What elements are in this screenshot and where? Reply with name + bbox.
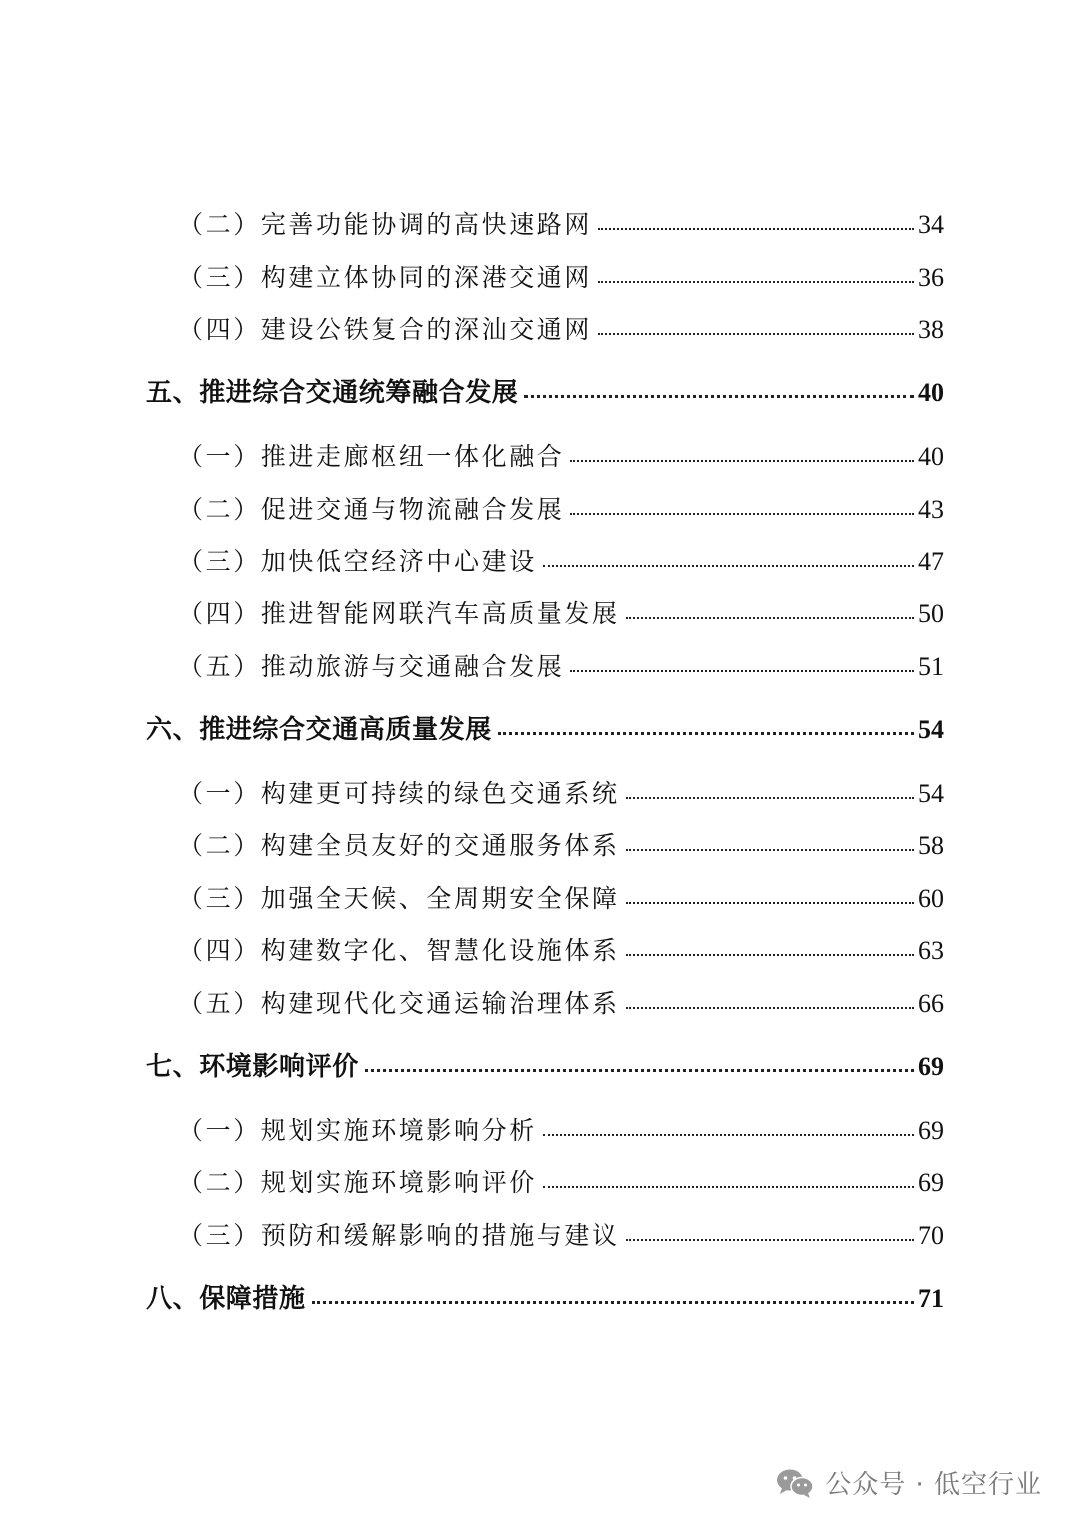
- toc-entry-title: （一）规划实施环境影响分析: [178, 1116, 537, 1145]
- toc-entry-page: 70: [918, 1221, 944, 1250]
- toc-chapter-page: 71: [918, 1284, 944, 1313]
- dot-leader: [312, 1301, 914, 1304]
- toc-chapter-title: 八、保障措施: [146, 1284, 306, 1314]
- dot-leader: [626, 797, 914, 799]
- toc-entry-title: （二）规划实施环境影响评价: [178, 1168, 537, 1197]
- toc-entry-page: 40: [918, 442, 944, 471]
- toc-entry: [178, 1163, 944, 1199]
- toc-chapter-title: 六、推进综合交通高质量发展: [146, 715, 492, 745]
- toc-entry-page: 63: [918, 936, 944, 965]
- toc-entry: [178, 931, 944, 967]
- toc-entry-page: 38: [918, 315, 944, 344]
- dot-leader: [598, 333, 914, 335]
- toc-entry: [178, 310, 944, 346]
- toc-entry: [178, 826, 944, 862]
- toc-entry-page: 47: [918, 547, 944, 576]
- toc-entry-title: （三）构建立体协同的深港交通网: [178, 263, 593, 292]
- dot-leader: [498, 732, 914, 735]
- toc-entry-title: （二）促进交通与物流融合发展: [178, 495, 565, 524]
- toc-entry: [178, 879, 944, 915]
- toc-entry-page: 36: [918, 263, 944, 292]
- dot-leader: [598, 228, 914, 230]
- toc-entry: [178, 437, 944, 473]
- dot-leader: [626, 902, 914, 904]
- toc-chapter-title: 五、推进综合交通统筹融合发展: [146, 378, 519, 408]
- toc-entry-page: 43: [918, 495, 944, 524]
- toc-chapter-page: 69: [918, 1052, 944, 1081]
- toc-entry: [178, 205, 944, 241]
- toc-chapter: [146, 372, 944, 409]
- toc-entry-page: 54: [918, 779, 944, 808]
- toc-chapter-title: 七、环境影响评价: [146, 1052, 359, 1082]
- watermark: [775, 1464, 1042, 1501]
- toc-entry: [178, 1111, 944, 1147]
- toc-entry-title: （五）构建现代化交通运输治理体系: [178, 989, 620, 1018]
- toc-entry-page: 58: [918, 831, 944, 860]
- toc-entry-title: （一）构建更可持续的绿色交通系统: [178, 779, 620, 808]
- toc-entry-title: （二）完善功能协调的高快速路网: [178, 210, 593, 239]
- toc-entry-page: 69: [918, 1116, 944, 1145]
- dot-leader: [543, 565, 914, 567]
- toc-chapter-page: 54: [918, 715, 944, 744]
- toc-entry-title: （五）推动旅游与交通融合发展: [178, 652, 565, 681]
- toc-entry-page: 50: [918, 599, 944, 628]
- toc-entry: [178, 490, 944, 526]
- toc-entry-page: 51: [918, 652, 944, 681]
- dot-leader: [626, 1007, 914, 1009]
- dot-leader: [626, 1239, 914, 1241]
- toc-entry-title: （二）构建全员友好的交通服务体系: [178, 831, 620, 860]
- toc-entry-title: （三）预防和缓解影响的措施与建议: [178, 1221, 620, 1250]
- toc-entry: [178, 258, 944, 294]
- toc-entry-title: （四）建设公铁复合的深汕交通网: [178, 315, 593, 344]
- dot-leader: [570, 670, 914, 672]
- dot-leader: [626, 954, 914, 956]
- watermark-text: 公众号 · 低空行业: [825, 1470, 1042, 1500]
- toc-entry-title: （三）加强全天候、全周期安全保障: [178, 884, 620, 913]
- toc-entry-page: 60: [918, 884, 944, 913]
- toc-entry-title: （三）加快低空经济中心建设: [178, 547, 537, 576]
- toc-entry: [178, 774, 944, 810]
- dot-leader: [365, 1069, 914, 1072]
- toc-entry-title: （一）推进走廊枢纽一体化融合: [178, 442, 565, 471]
- dot-leader: [598, 281, 914, 283]
- toc-entry-page: 34: [918, 210, 944, 239]
- toc-chapter-page: 40: [918, 378, 944, 407]
- toc-entry-title: （四）构建数字化、智慧化设施体系: [178, 936, 620, 965]
- dot-leader: [626, 617, 914, 619]
- dot-leader: [543, 1186, 914, 1188]
- toc-entry: [178, 594, 944, 630]
- toc-entry-page: 69: [918, 1168, 944, 1197]
- dot-leader: [570, 513, 914, 515]
- dot-leader: [570, 460, 914, 462]
- dot-leader: [543, 1134, 914, 1136]
- toc-chapter: [146, 1278, 944, 1315]
- dot-leader: [626, 849, 914, 851]
- toc-entry: [178, 1216, 944, 1252]
- wechat-icon: [775, 1467, 815, 1499]
- toc-chapter: [146, 709, 944, 746]
- dot-leader: [524, 395, 914, 398]
- toc-entry: [178, 647, 944, 683]
- toc-entry-page: 66: [918, 989, 944, 1018]
- toc-chapter: [146, 1046, 944, 1083]
- toc-entry: [178, 542, 944, 578]
- toc-entry-title: （四）推进智能网联汽车高质量发展: [178, 599, 620, 628]
- toc-entry: [178, 984, 944, 1020]
